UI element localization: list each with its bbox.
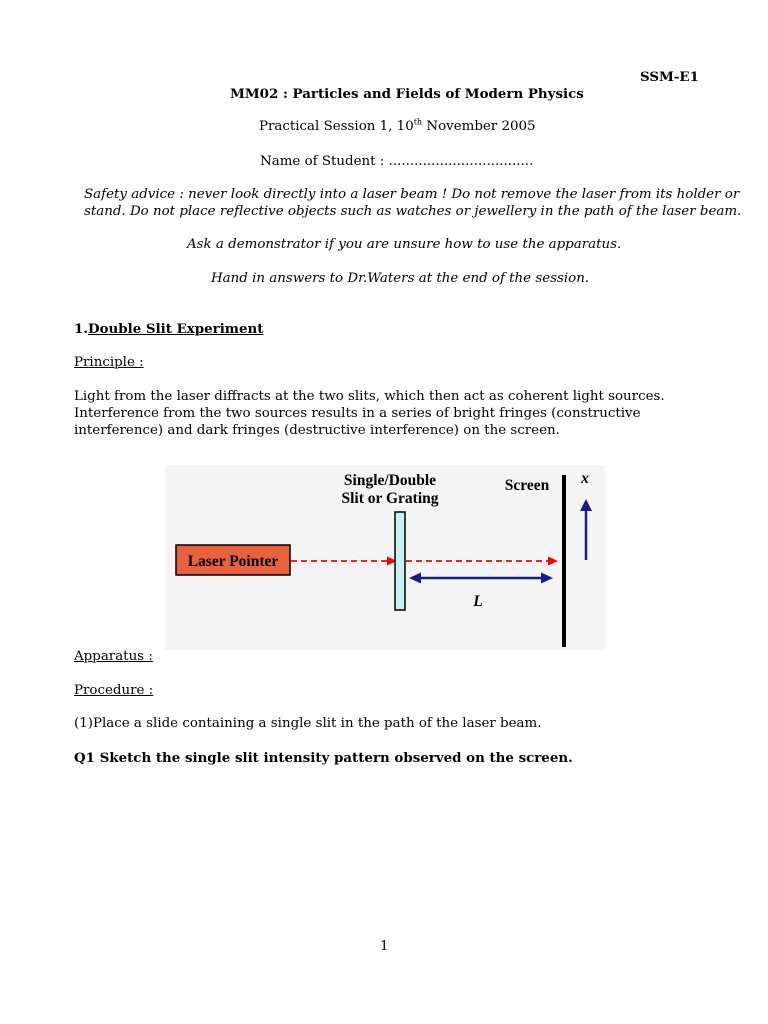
- slit-plate: [395, 512, 405, 610]
- ask-demonstrator-note: Ask a demonstrator if you are unsure how to use the apparatus.: [187, 237, 622, 252]
- slit-label-line-1: Single/Double: [343, 472, 437, 489]
- section-number: 1.: [74, 321, 88, 337]
- hand-in-note: Hand in answers to Dr.Waters at the end of the session.: [211, 271, 590, 286]
- principle-text: Light from the laser diffracts at the two slits, which then act as coherent light sources. Interference from the two sources results in a series of bright fringes (constructive interference) and dark fringes (destructive interference) on the screen.: [74, 389, 665, 438]
- slit-label-line-2: Slit or Grating: [341, 490, 439, 507]
- safety-advice-line-2: stand. Do not place reflective objects such as watches or jewellery in the path of the laser beam.: [84, 204, 742, 219]
- apparatus-heading: Apparatus :: [74, 649, 153, 664]
- page-number: 1: [380, 939, 389, 954]
- distance-label: L: [473, 593, 483, 610]
- question-1: Q1 Sketch the single slit intensity pattern observed on the screen.: [74, 750, 573, 766]
- student-name-label: Name of Student : ..................................: [260, 154, 534, 169]
- laser-pointer-label: Laser Pointer: [187, 553, 279, 570]
- principle-heading: Principle :: [74, 355, 144, 370]
- section-heading: [74, 321, 263, 337]
- course-title: MM02 : Particles and Fields of Modern Physics: [230, 86, 584, 102]
- session-line: [259, 119, 536, 134]
- session-sup: th: [413, 117, 423, 127]
- session-suffix: November 2005: [422, 119, 536, 134]
- session-prefix: Practical Session 1, 10: [259, 119, 414, 134]
- screen-label: Screen: [504, 477, 550, 494]
- doc-code: SSM-E1: [640, 69, 699, 85]
- section-title: Double Slit Experiment: [87, 321, 264, 337]
- safety-advice-line-1: Safety advice : never look directly into a laser beam ! Do not remove the laser from its holder or: [84, 187, 740, 202]
- procedure-heading: Procedure :: [74, 683, 154, 698]
- x-axis-label: x: [581, 470, 589, 487]
- experiment-diagram: [165, 465, 605, 650]
- procedure-step-1: (1)Place a slide containing a single slit in the path of the laser beam.: [74, 716, 542, 731]
